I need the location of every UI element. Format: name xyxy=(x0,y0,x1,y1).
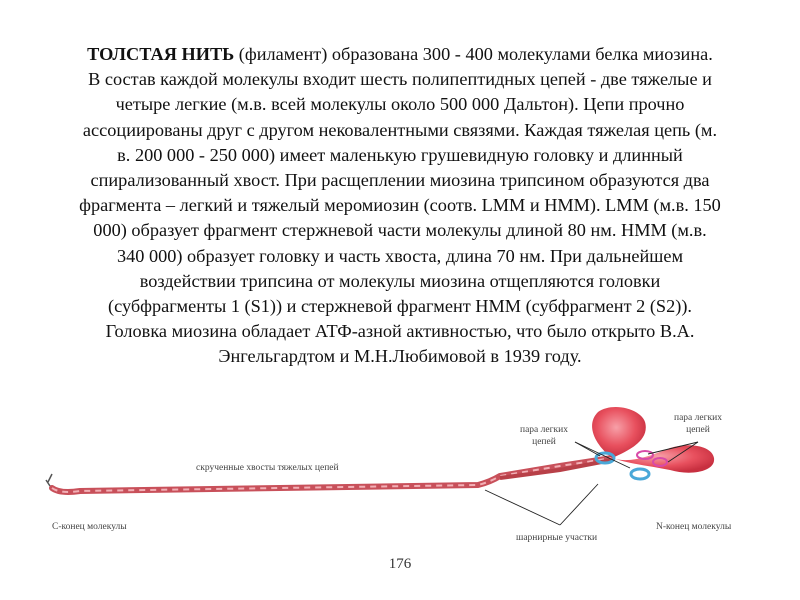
text-line: 340 000) образует головку и часть хвоста, длина 70 нм. При дальнейшем xyxy=(116,245,684,266)
text-line: Энгельгардтом и М.Н.Любимовой в 1939 году. xyxy=(218,346,582,367)
text-line: четыре легкие (м.в. всей молекулы около 500 000 Дальтон). Цепи прочно xyxy=(115,94,685,115)
twisted-tails-label: скрученные хвосты тяжелых цепей xyxy=(196,463,339,473)
light-chains-right-line1: пара легких xyxy=(674,413,722,423)
text-line: воздействии трипсина от молекулы миозина отщепляются головки xyxy=(139,270,661,291)
text-line: 000) образует фрагмент стержневой части молекулы длиной 80 нм. HMM (м.в. xyxy=(93,220,707,241)
page-number: 176 xyxy=(388,556,412,572)
light-chains-left-line2: цепей xyxy=(532,437,556,447)
text-line: Головка миозина обладает АТФ-азной активностью, что было открыто В.А. xyxy=(105,321,695,342)
myosin-diagram xyxy=(0,400,800,550)
c-terminus-label: С-конец молекулы xyxy=(52,522,127,532)
light-chains-left-line1: пара легких xyxy=(520,425,568,435)
light-chains-right-line2: цепей xyxy=(686,425,710,435)
text-line: в. 200 000 - 250 000) имеет маленькую грушевидную головку и длинный xyxy=(117,144,683,165)
heading-bold: ТОЛСТАЯ НИТЬ xyxy=(87,44,235,64)
text-line: (субфрагменты 1 (S1)) и стержневой фрагмент HMM (субфрагмент 2 (S2)). xyxy=(108,296,692,317)
light-chains-right-label xyxy=(674,412,722,436)
light-chains-left-label xyxy=(520,424,568,448)
description-paragraph xyxy=(22,42,778,370)
text-line: (филамент) образована 300 - 400 молекулами белка миозина. xyxy=(234,44,713,64)
light-chain-blue-2 xyxy=(631,469,649,479)
n-terminus-label: N-конец молекулы xyxy=(656,522,732,532)
text-line: В состав каждой молекулы входит шесть полипептидных цепей - две тяжелые и xyxy=(88,69,712,90)
text-line: ассоциированы друг с другом нековалентными связями. Каждая тяжелая цепь (м. xyxy=(82,119,718,140)
hinge-regions-label: шарнирные участки xyxy=(516,533,598,543)
text-line: спирализованный хвост. При расщеплении миозина трипсином образуются два xyxy=(90,170,710,191)
text-line: фрагмента – легкий и тяжелый меромиозин (соотв. LMM и HMM). LMM (м.в. 150 xyxy=(79,195,721,216)
